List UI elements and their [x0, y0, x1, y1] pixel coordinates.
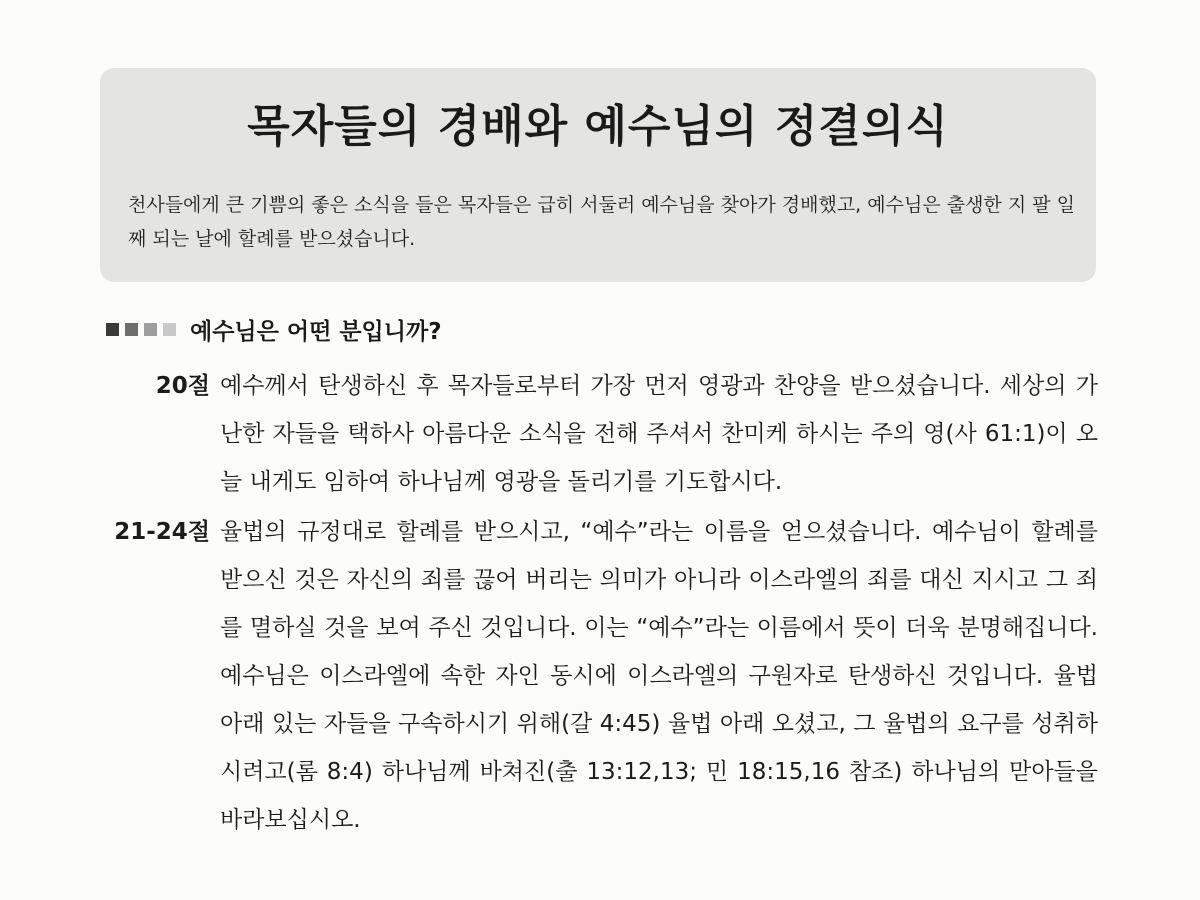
- verse-text: 예수께서 탄생하신 후 목자들로부터 가장 먼저 영광과 찬양을 받으셨습니다. 세상의 가난한 자들을 택하사 아름다운 소식을 전해 주셔서 찬미케 하시는 주의 영(사 61:1)이 오늘 내게도 임하여 하나님께 영광을 돌리기를 기도합시다.: [220, 373, 1098, 495]
- square-3-icon: [144, 323, 157, 336]
- section-heading: [106, 312, 442, 346]
- section-heading-text: 예수님은 어떤 분입니까?: [190, 318, 442, 345]
- square-4-icon: [163, 323, 176, 336]
- bullet-squares-icon: [106, 323, 176, 336]
- verse-label: 21-24절: [114, 519, 210, 545]
- verse-text: 율법의 규정대로 할례를 받으시고, “예수”라는 이름을 얻으셨습니다. 예수님이 할례를 받으신 것은 자신의 죄를 끊어 버리는 의미가 아니라 이스라엘의 죄를 대신 지시고 그 죄를 멸하실 것을 보여 주신 것입니다. 이는 “예수”라는 이름에서 뜻이 더욱 분명해집니다. 예수님은 이스라엘에 속한 자인 동시에 이스라엘의 구원자로 탄생하신 것입니다. 율법 아래 있는 자들을 구속하시기 위해(갈 4:45) 율법 아래 오셨고, 그 율법의 요구를 성취하시려고(롬 8:4) 하나님께 바쳐진(출 13:12,13; 민 18:15,16 참조) 하나님의 맏아들을 바라보십시오.: [220, 519, 1098, 833]
- verse-label: 20절: [155, 373, 210, 399]
- square-2-icon: [125, 323, 138, 336]
- header-box: [100, 68, 1096, 282]
- intro-paragraph: 천사들에게 큰 기쁨의 좋은 소식을 들은 목자들은 급히 서둘러 예수님을 찾아가 경배했고, 예수님은 출생한 지 팔 일째 되는 날에 할례를 받으셨습니다.: [128, 194, 1075, 250]
- square-1-icon: [106, 323, 119, 336]
- page-title: 목자들의 경배와 예수님의 정결의식: [247, 101, 949, 152]
